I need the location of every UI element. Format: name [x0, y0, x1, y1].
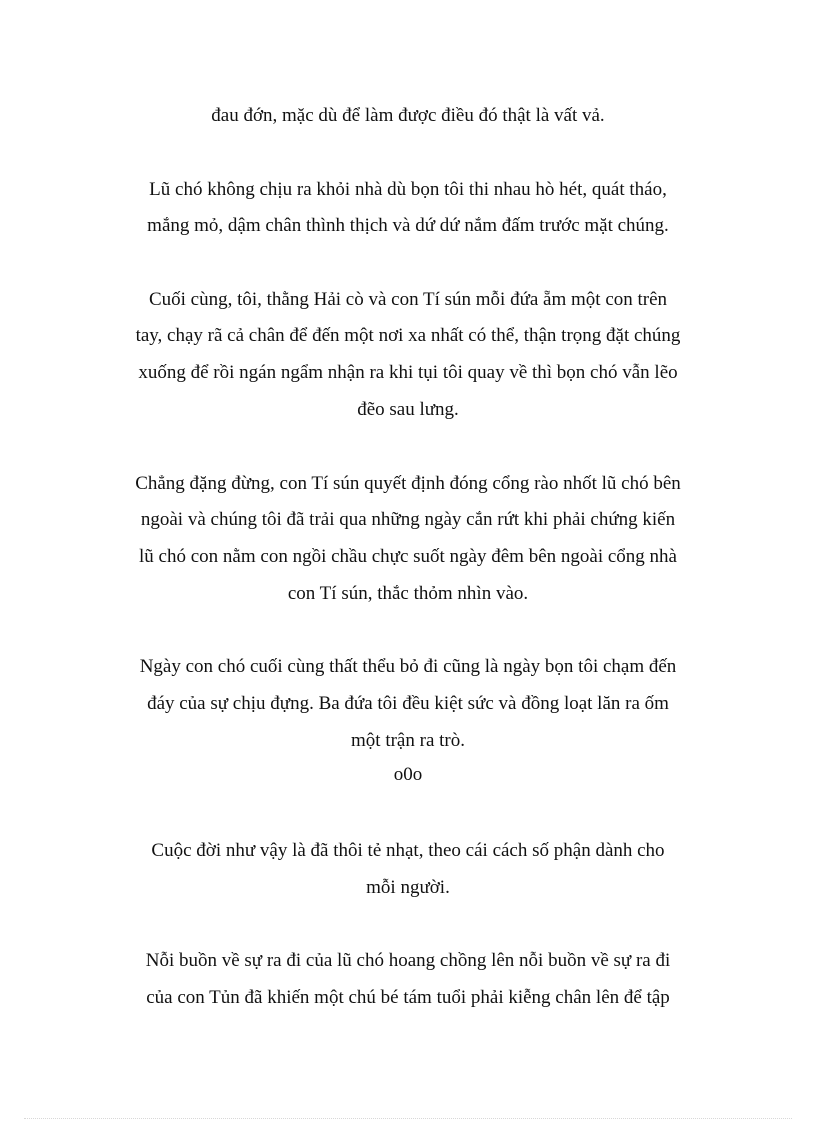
text-line: Nỗi buồn về sự ra đi của lũ chó hoang chồng lên nỗi buồn về sự ra đi: [145, 950, 671, 971]
text-line: một trận ra trò.: [351, 730, 465, 751]
text-line: Lũ chó không chịu ra khỏi nhà dù bọn tôi thi nhau hò hét, quát tháo,: [149, 179, 667, 200]
text-line: Ngày con chó cuối cùng thất thểu bỏ đi cũng là ngày bọn tôi chạm đến: [139, 656, 677, 677]
page-bottom-divider: [24, 1118, 792, 1119]
text-line: Cuộc đời như vậy là đã thôi tẻ nhạt, theo cái cách số phận dành cho: [151, 840, 665, 861]
text-line: lũ chó con nằm con ngồi chầu chực suốt ngày đêm bên ngoài cổng nhà: [139, 546, 677, 567]
text-line: ngoài và chúng tôi đã trải qua những ngày cắn rứt khi phải chứng kiến: [140, 509, 676, 530]
text-line: đáy của sự chịu đựng. Ba đứa tôi đều kiệt sức và đồng loạt lăn ra ốm: [147, 693, 669, 714]
text-line: Chẳng đặng đừng, con Tí sún quyết định đóng cổng rào nhốt lũ chó bên: [135, 473, 681, 494]
text-line: con Tí sún, thắc thỏm nhìn vào.: [287, 583, 529, 604]
text-line: của con Tủn đã khiến một chú bé tám tuổi phải kiễng chân lên để tập: [146, 987, 670, 1008]
text-line: đẽo sau lưng.: [357, 399, 459, 420]
text-line: mỗi người.: [366, 877, 450, 898]
text-line: tay, chạy rã cả chân để đến một nơi xa nhất có thể, thận trọng đặt chúng: [135, 325, 681, 346]
section-separator: o0o: [393, 764, 423, 785]
text-line: xuống để rồi ngán ngẩm nhận ra khi tụi tôi quay về thì bọn chó vẫn lẽo: [138, 362, 678, 383]
text-line: mắng mỏ, dậm chân thình thịch và dứ dứ nắm đấm trước mặt chúng.: [147, 215, 669, 236]
text-line: đau đớn, mặc dù để làm được điều đó thật là vất vả.: [211, 105, 605, 126]
text-line: Cuối cùng, tôi, thằng Hải cò và con Tí sún mỗi đứa ẵm một con trên: [148, 289, 668, 310]
